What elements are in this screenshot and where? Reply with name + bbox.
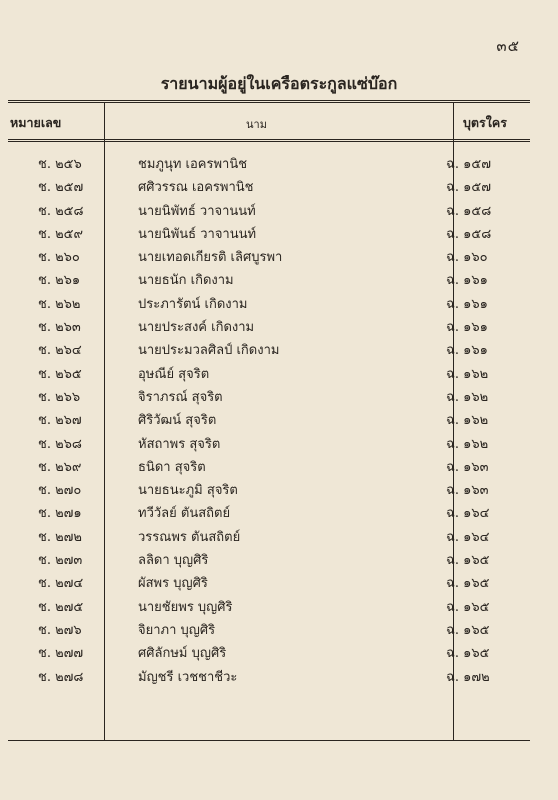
table-row — [8, 569, 530, 592]
table-row — [8, 220, 530, 243]
row-child: ฉ. ๑๗๒ — [446, 669, 490, 685]
row-name: ศศิลักษม์ บุญศิริ — [138, 646, 227, 662]
table-row — [8, 593, 530, 616]
header-name: นาม — [246, 118, 267, 131]
row-name: นายธนัก เกิดงาม — [138, 273, 234, 289]
row-code: ช. ๒๖๐ — [38, 250, 80, 266]
row-child: ฉ. ๑๖๔ — [446, 506, 490, 522]
table-row — [8, 150, 530, 173]
table-body — [8, 150, 530, 686]
row-code: ช. ๒๗๓ — [38, 553, 83, 569]
table-row — [8, 476, 530, 499]
row-child: ฉ. ๑๖๒ — [446, 436, 489, 452]
row-child: ฉ. ๑๖๕ — [446, 553, 490, 569]
register-table — [8, 100, 530, 685]
table-row — [8, 290, 530, 313]
table-row — [8, 616, 530, 639]
header-divider — [104, 103, 105, 139]
table-bottom-rule — [8, 740, 530, 741]
table-row — [8, 499, 530, 522]
row-name: จิยาภา บุญศิริ — [138, 622, 216, 638]
row-name: อุษณีย์ สุจริต — [138, 366, 210, 382]
row-child: ฉ. ๑๕๗ — [446, 157, 491, 172]
row-child: ฉ. ๑๖๑ — [446, 296, 488, 312]
header-child: บุตรใคร — [463, 115, 507, 130]
table-header — [8, 100, 530, 142]
row-child: ฉ. ๑๖๕ — [446, 646, 490, 662]
row-code: ช. ๒๗๐ — [38, 483, 82, 499]
row-name: มัญชรี เวชชาชีวะ — [138, 669, 238, 685]
row-name: นายชัยพร บุญศิริ — [138, 599, 233, 615]
row-name: ผัสพร บุญศิริ — [138, 576, 208, 592]
table-row — [8, 663, 530, 686]
row-name: นายเทอดเกียรติ เลิศบูรพา — [138, 250, 283, 266]
row-code: ช. ๒๗๖ — [38, 622, 82, 638]
row-child: ฉ. ๑๖๑ — [446, 343, 488, 359]
table-row — [8, 336, 530, 359]
row-child: ฉ. ๑๖๔ — [446, 529, 490, 545]
row-name: ทวีวัลย์ ตันสถิตย์ — [138, 506, 231, 522]
page-number: ๓๕ — [496, 37, 520, 55]
row-name: นายประสงค์ เกิดงาม — [138, 320, 255, 336]
row-name: หัสถาพร สุจริต — [138, 436, 221, 452]
header-code: หมายเลข — [10, 115, 62, 130]
row-child: ฉ. ๑๖๕ — [446, 599, 490, 615]
row-name: นายธนะภูมิ สุจริต — [138, 483, 238, 499]
page-title: รายนามผู้อยู่ในเครือตระกูลแซ่บ๊อก — [160, 74, 398, 93]
row-child: ฉ. ๑๕๘ — [446, 226, 492, 242]
row-name: นายนิพัทธ์ วาจานนท์ — [138, 203, 256, 219]
row-code: ช. ๒๕๗ — [38, 180, 84, 196]
row-child: ฉ. ๑๖๒ — [446, 389, 489, 405]
row-code: ช. ๒๗๘ — [38, 669, 84, 685]
table-row — [8, 453, 530, 476]
row-name: วรรณพร ตันสถิตย์ — [138, 529, 241, 545]
row-child: ฉ. ๑๖๕ — [446, 622, 490, 638]
row-code: ช. ๒๗๕ — [38, 599, 84, 615]
row-name: ศศิวรรณ เอครพานิช — [138, 180, 254, 196]
row-name: ธนิดา สุจริต — [138, 459, 206, 475]
row-code: ช. ๒๕๙ — [38, 226, 84, 242]
row-child: ฉ. ๑๖๑ — [446, 273, 488, 289]
table-row — [8, 383, 530, 406]
row-child: ฉ. ๑๕๘ — [446, 203, 492, 219]
row-child: ฉ. ๑๖๓ — [446, 459, 489, 475]
column-divider — [104, 136, 105, 740]
row-code: ช. ๒๗๒ — [38, 529, 83, 545]
row-name: ลลิดา บุญศิริ — [138, 553, 209, 569]
row-code: ช. ๒๗๗ — [38, 646, 84, 662]
row-name: นายประมวลศิลป์ เกิดงาม — [138, 343, 280, 359]
row-child: ฉ. ๑๕๗ — [446, 180, 491, 196]
row-code: ช. ๒๖๗ — [38, 413, 82, 429]
row-code: ช. ๒๖๙ — [38, 459, 82, 475]
row-code: ช. ๒๗๑ — [38, 506, 82, 522]
row-name: ชมภูนุท เอครพานิช — [138, 157, 248, 172]
table-row — [8, 243, 530, 266]
row-code: ช. ๒๖๒ — [38, 296, 81, 312]
row-child: ฉ. ๑๖๓ — [446, 483, 489, 499]
table-row — [8, 360, 530, 383]
table-row — [8, 313, 530, 336]
row-name: จิราภรณ์ สุจริต — [138, 389, 223, 405]
row-name: ประภารัตน์ เกิดงาม — [138, 296, 248, 312]
table-row — [8, 523, 530, 546]
row-child: ฉ. ๑๖๒ — [446, 366, 489, 382]
row-name: นายนิพันธ์ วาจานนท์ — [138, 226, 257, 242]
row-name: ศิริวัฒน์ สุจริต — [138, 413, 217, 429]
row-code: ช. ๒๖๔ — [38, 343, 82, 359]
table-row — [8, 266, 530, 289]
row-child: ฉ. ๑๖๑ — [446, 320, 488, 336]
row-code: ช. ๒๖๓ — [38, 320, 81, 336]
row-child: ฉ. ๑๖๒ — [446, 413, 489, 429]
row-code: ช. ๒๗๔ — [38, 576, 84, 592]
row-child: ฉ. ๑๖๐ — [446, 250, 488, 266]
table-row — [8, 173, 530, 196]
row-code: ช. ๒๖๖ — [38, 389, 81, 405]
row-child: ฉ. ๑๖๕ — [446, 576, 490, 592]
table-row — [8, 430, 530, 453]
row-code: ช. ๒๕๖ — [38, 157, 82, 172]
row-code: ช. ๒๖๑ — [38, 273, 81, 289]
header-divider — [453, 103, 454, 139]
table-row — [8, 639, 530, 662]
column-divider — [453, 136, 454, 740]
row-code: ช. ๒๕๘ — [38, 203, 84, 219]
table-row — [8, 546, 530, 569]
row-code: ช. ๒๖๘ — [38, 436, 82, 452]
table-row — [8, 406, 530, 429]
row-code: ช. ๒๖๕ — [38, 366, 82, 382]
table-row — [8, 197, 530, 220]
